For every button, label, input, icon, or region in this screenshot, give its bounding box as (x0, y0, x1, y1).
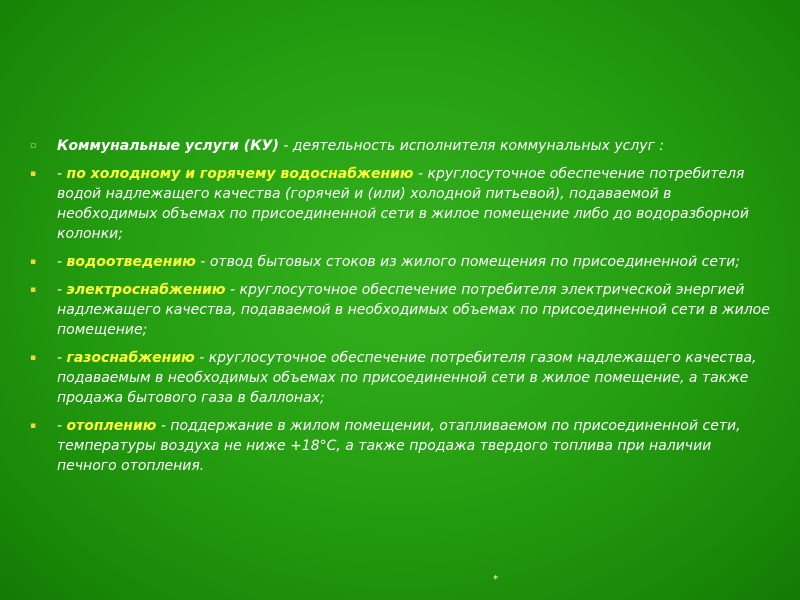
item-dash: - (57, 282, 67, 298)
item-text: - круглосуточное обеспечение потребителя электрической энергией надлежащего качества, подаваемой в необходимых объемах по присоединенной сети в жилое помещение; (57, 282, 770, 338)
item-key-term: по холодному и горячему водоснабжению (66, 166, 414, 182)
list-item-gas-supply (30, 348, 775, 408)
item-key-term: водоотведению (66, 254, 196, 270)
item-key-term: газоснабжению (66, 350, 195, 366)
list-item-heating (30, 416, 775, 476)
intro-paragraph (30, 136, 775, 156)
square-bullet-icon: ▫ (30, 141, 37, 151)
item-text: - круглосуточное обеспечение потребителя водой надлежащего качества (горячей и (или) холодной питьевой), подаваемой в необходимых объемах по присоединенной сети в жилое помещение либо до водоразборной колонки; (57, 166, 749, 242)
intro-term: Коммунальные услуги (КУ) (57, 138, 279, 154)
item-text: - отвод бытовых стоков из жилого помещения по присоединенной сети; (195, 254, 740, 270)
item-dash: - (57, 166, 67, 182)
item-key-term: отоплению (66, 418, 157, 434)
list-item-electricity (30, 280, 775, 340)
footer-asterisk: * (493, 574, 498, 585)
square-bullet-icon: ▪ (30, 257, 37, 267)
item-text: - круглосуточное обеспечение потребителя газом надлежащего качества, подаваемым в необходимых объемах по присоединенной сети в жилое помещение, а также продажа бытового газа в баллонах; (57, 350, 757, 406)
item-text: - поддержание в жилом помещении, отапливаемом по присоединенной сети, температуры воздуха не ниже +18°С, а также продажа твердого топлива при наличии печного отопления. (57, 418, 741, 474)
list-item-water-supply (30, 164, 775, 244)
square-bullet-icon: ▪ (30, 353, 37, 363)
item-dash: - (57, 350, 67, 366)
slide-body (30, 136, 775, 484)
square-bullet-icon: ▪ (30, 421, 37, 431)
item-dash: - (57, 254, 67, 270)
square-bullet-icon: ▪ (30, 285, 37, 295)
list-item-drainage (30, 252, 775, 272)
intro-text: - деятельность исполнителя коммунальных услуг : (278, 138, 665, 154)
item-dash: - (57, 418, 67, 434)
square-bullet-icon: ▪ (30, 169, 37, 179)
item-key-term: электроснабжению (66, 282, 226, 298)
